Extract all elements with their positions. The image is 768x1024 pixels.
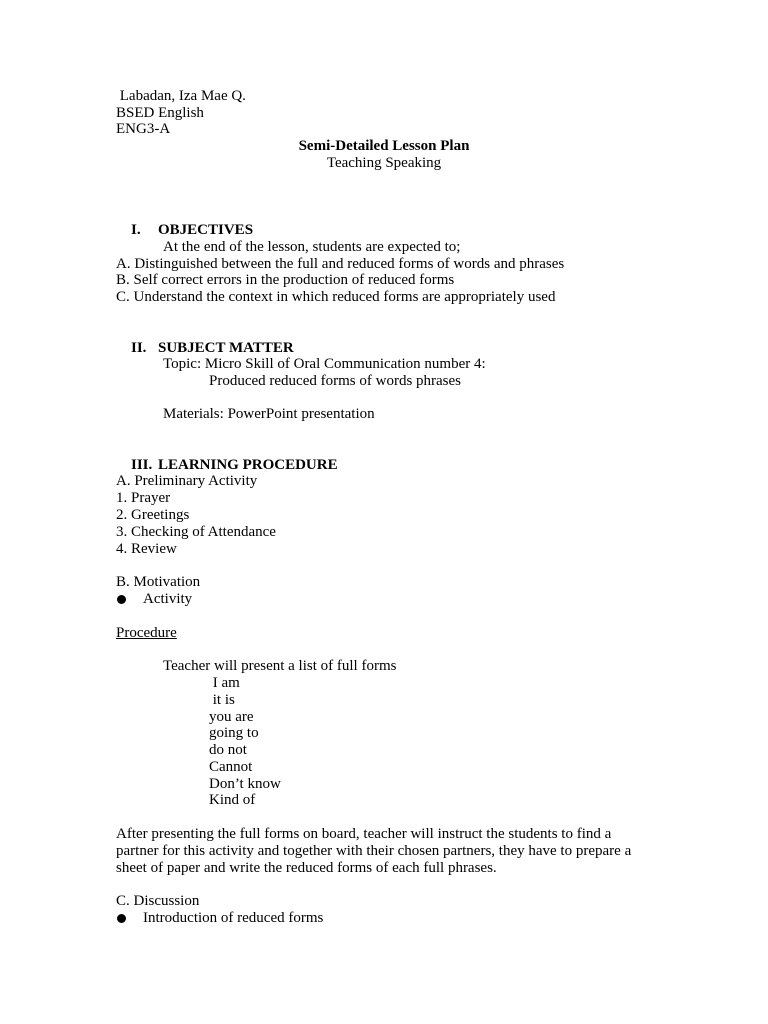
preliminary-item: 1. Prayer: [116, 490, 171, 506]
objectives-number: I.: [131, 222, 141, 238]
author-course: BSED English: [116, 105, 204, 121]
objectives-intro: At the end of the lesson, students are expected to;: [163, 239, 461, 255]
materials-line: Materials: PowerPoint presentation: [163, 406, 375, 422]
bullet-icon: [117, 595, 126, 604]
document-title: Semi-Detailed Lesson Plan: [298, 138, 470, 154]
motivation-bullet-text: Activity: [143, 591, 193, 607]
full-form-item: it is: [209, 692, 235, 708]
topic-line: Topic: Micro Skill of Oral Communication number 4:: [163, 356, 486, 372]
full-form-item: Cannot: [209, 759, 253, 775]
learning-procedure-heading-text: LEARNING PROCEDURE: [158, 457, 338, 473]
preliminary-item: 4. Review: [116, 541, 177, 557]
instructions-line: partner for this activity and together with their chosen partners, they have to prepare a: [116, 843, 632, 859]
preliminary-activity-title: A. Preliminary Activity: [116, 473, 258, 489]
preliminary-item: 3. Checking of Attendance: [116, 524, 276, 540]
subject-matter-heading-text: SUBJECT MATTER: [158, 340, 294, 356]
discussion-title: C. Discussion: [116, 893, 200, 909]
full-form-item: you are: [209, 709, 254, 725]
full-form-item: do not: [209, 742, 247, 758]
subject-matter-number: II.: [131, 340, 147, 356]
author-name: Labadan, Iza Mae Q.: [116, 88, 246, 104]
full-form-item: Kind of: [209, 792, 256, 808]
full-form-item: Don’t know: [209, 776, 281, 792]
procedure-intro: Teacher will present a list of full forms: [163, 658, 397, 674]
discussion-bullet-item: [116, 910, 324, 978]
objectives-heading-text: OBJECTIVES: [158, 222, 254, 238]
objective-item: C. Understand the context in which reduced forms are appropriately used: [116, 289, 556, 305]
full-form-item: I am: [209, 675, 240, 691]
document-subtitle: Teaching Speaking: [326, 155, 442, 171]
instructions-line: sheet of paper and write the reduced forms of each full phrases.: [116, 860, 497, 876]
learning-procedure-number: III.: [131, 457, 153, 473]
motivation-title: B. Motivation: [116, 574, 201, 590]
full-form-item: going to: [209, 725, 259, 741]
procedure-label: Procedure: [116, 625, 177, 641]
preliminary-item: 2. Greetings: [116, 507, 190, 523]
objective-item: B. Self correct errors in the production of reduced forms: [116, 272, 455, 288]
discussion-bullet-text: Introduction of reduced forms: [143, 910, 324, 926]
bullet-icon: [117, 914, 126, 923]
objective-item: A. Distinguished between the full and reduced forms of words and phrases: [116, 256, 565, 272]
author-section: ENG3-A: [116, 121, 171, 137]
topic-line-continued: Produced reduced forms of words phrases: [209, 373, 462, 389]
instructions-line: After presenting the full forms on board, teacher will instruct the students to find a: [116, 826, 612, 842]
